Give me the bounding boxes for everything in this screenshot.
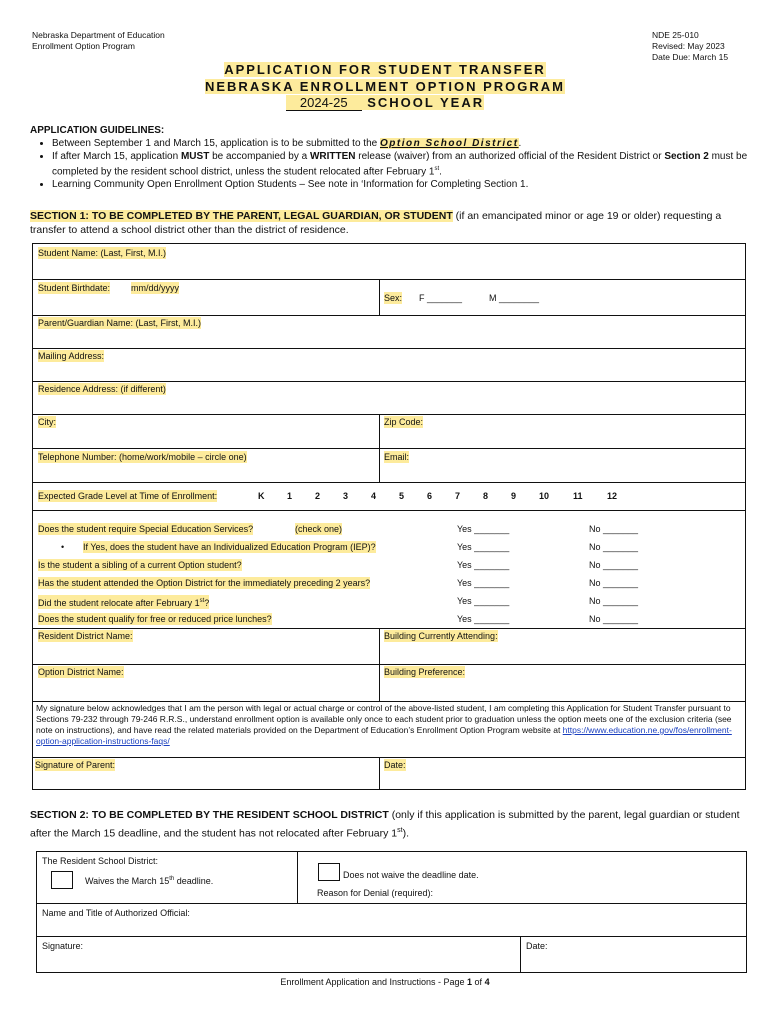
city-row	[33, 415, 745, 449]
waive-checkbox[interactable]	[51, 871, 73, 889]
building-attending-label: Building Currently Attending:	[384, 631, 498, 641]
no-field[interactable]: No _______	[589, 614, 639, 624]
grade-10[interactable]: 10	[539, 491, 550, 501]
no-field[interactable]: No _______	[589, 542, 639, 552]
grade-4[interactable]: 4	[371, 491, 377, 501]
application-guidelines	[30, 124, 750, 191]
section2-signature-label: Signature:	[42, 941, 84, 951]
grade-11[interactable]: 11	[573, 491, 583, 501]
birthdate-label: Student Birthdate:	[38, 283, 111, 293]
student-name-row	[33, 244, 745, 280]
no-field[interactable]: No _______	[589, 560, 639, 570]
no-field[interactable]: No _______	[589, 578, 639, 588]
grade-k[interactable]: K	[258, 491, 265, 501]
question-lunch: Does the student qualify for free or reduced price lunches?	[38, 614, 272, 624]
form-number: NDE 25-010	[652, 30, 699, 40]
program-name: Enrollment Option Program	[32, 41, 135, 51]
org-name: Nebraska Department of Education	[32, 30, 165, 40]
grade-3[interactable]: 3	[343, 491, 349, 501]
title-line-1: APPLICATION FOR STUDENT TRANSFER	[224, 62, 546, 77]
building-preference-label: Building Preference:	[384, 667, 466, 677]
section2-date-label: Date:	[526, 941, 548, 951]
section2-heading: SECTION 2: TO BE COMPLETED BY THE RESIDENT SCHOOL DISTRICT (only if this application is submitted by the parent, legal guardian or student after the March 15 deadline, and the student has not relocated after February 1st).	[30, 809, 740, 840]
title-school-year: 2024-25 SCHOOL YEAR	[0, 95, 770, 111]
school-year-field[interactable]: 2024-25	[286, 95, 362, 111]
question-attended: Has the student attended the Option District for the immediately preceding 2 years?	[38, 578, 371, 588]
zip-label: Zip Code:	[384, 417, 424, 427]
waive-label: Waives the March 15th deadline.	[85, 876, 214, 886]
guardian-name-label: Parent/Guardian Name: (Last, First, M.I.)	[38, 318, 202, 328]
student-name-label: Student Name: (Last, First, M.I.)	[38, 248, 167, 258]
official-name-label: Name and Title of Authorized Official:	[42, 908, 190, 918]
grade-6[interactable]: 6	[427, 491, 433, 501]
section1-heading: SECTION 1: TO BE COMPLETED BY THE PARENT, LEGAL GUARDIAN, OR STUDENT (if an emancipated minor or age 19 or older) requesting a transfer to attend a school district other than the district of residence.	[30, 210, 722, 236]
yes-field[interactable]: Yes _______	[457, 560, 510, 570]
email-label: Email:	[384, 452, 410, 462]
guideline-1: • Between September 1 and March 15, application is to be submitted to the Option School District.	[52, 137, 750, 150]
official-row	[37, 904, 746, 937]
due-date: Date Due: March 15	[652, 52, 729, 62]
grade-2[interactable]: 2	[315, 491, 321, 501]
grade-12[interactable]: 12	[607, 491, 618, 501]
title-line-2: NEBRASKA ENROLLMENT OPTION PROGRAM	[204, 79, 566, 94]
no-field[interactable]: No _______	[589, 524, 639, 534]
sex-male-field[interactable]: M ________	[489, 293, 540, 303]
city-label: City:	[38, 417, 56, 427]
bullet: •	[61, 542, 65, 552]
residence-row	[33, 382, 745, 415]
residence-address-label: Residence Address: (if different)	[38, 384, 166, 394]
acknowledgment-text: My signature below acknowledges that I am the person with legal or actual charge or control of the above-listed student, I am completing this Application for Student Transfer pursuant to Sections 79-232 through 79-246 R.R.S., understand enrollment option is available only once to each student prior to graduation unless the option meets one of the exclusion criteria (see note on instructions), and have read the related materials provided on the Department of Education’s Enrollment Option Program website at https://www.education.ne.gov/fos/enrollment-option-application-instructions-faqs/	[36, 703, 732, 746]
resident-district-row	[33, 629, 745, 665]
mailing-row	[33, 349, 745, 382]
reason-denial-label: Reason for Denial (required):	[317, 888, 434, 898]
grade-9[interactable]: 9	[511, 491, 517, 501]
yes-field[interactable]: Yes _______	[457, 596, 510, 606]
telephone-label: Telephone Number: (home/work/mobile – circle one)	[38, 452, 247, 462]
section2-form	[36, 851, 747, 973]
grade-1[interactable]: 1	[287, 491, 293, 501]
option-district-row	[33, 665, 745, 702]
birthdate-format-field[interactable]: mm/dd/yyyy	[131, 283, 180, 293]
questions-block	[33, 511, 745, 629]
grade-5[interactable]: 5	[399, 491, 405, 501]
guideline-3: • Learning Community Open Enrollment Option Students – See note in ‘Information for Completing Section 1.	[52, 178, 750, 191]
question-relocate: Did the student relocate after February 1st?	[38, 595, 209, 609]
parent-signature-row	[33, 758, 745, 789]
resident-district-label: The Resident School District:	[42, 856, 159, 866]
guardian-row	[33, 316, 745, 349]
section2-signature-row	[37, 937, 746, 972]
yes-field[interactable]: Yes _______	[457, 614, 510, 624]
phone-row	[33, 449, 745, 483]
instructions-link[interactable]: https://www.education.ne.gov/fos/enrollment-option-application-instructions-faqs/	[36, 725, 732, 746]
page-footer: Enrollment Application and Instructions - Page 1 of 4	[280, 977, 490, 987]
yes-field[interactable]: Yes _______	[457, 524, 510, 534]
parent-signature-label: Signature of Parent:	[35, 760, 116, 770]
parent-date-label: Date:	[384, 760, 406, 770]
mailing-address-label: Mailing Address:	[38, 351, 105, 361]
grade-level-label: Expected Grade Level at Time of Enrollment:	[38, 491, 218, 501]
question-sibling: Is the student a sibling of a current Option student?	[38, 560, 242, 570]
birthdate-row	[33, 280, 745, 316]
guidelines-heading: APPLICATION GUIDELINES:	[30, 125, 165, 136]
guideline-2: • If after March 15, application MUST be accompanied by a WRITTEN release (waiver) from an authorized official of the Resident District or Section 2 must be completed by the resident school district, unless the student relocated after February 1st.	[52, 150, 750, 178]
question-iep: If Yes, does the student have an Individualized Education Program (IEP)?	[83, 542, 376, 552]
header-right	[652, 30, 728, 63]
sex-label: Sex:	[384, 293, 403, 303]
option-district-label: Option District Name:	[38, 667, 124, 677]
no-waive-checkbox[interactable]	[318, 863, 340, 881]
grade-7[interactable]: 7	[455, 491, 461, 501]
yes-field[interactable]: Yes _______	[457, 578, 510, 588]
yes-field[interactable]: Yes _______	[457, 542, 510, 552]
question-special-ed: Does the student require Special Education Services?	[38, 524, 254, 534]
no-waive-label: Does not waive the deadline date.	[343, 870, 479, 880]
sex-female-field[interactable]: F _______	[419, 293, 463, 303]
no-field[interactable]: No _______	[589, 596, 639, 606]
grade-8[interactable]: 8	[483, 491, 489, 501]
resident-district-label: Resident District Name:	[38, 631, 133, 641]
header-left	[32, 30, 165, 52]
revised-date: Revised: May 2023	[652, 41, 725, 51]
grade-row	[33, 483, 745, 511]
check-one-note: (check one)	[295, 524, 343, 534]
district-decision-row	[37, 852, 746, 904]
